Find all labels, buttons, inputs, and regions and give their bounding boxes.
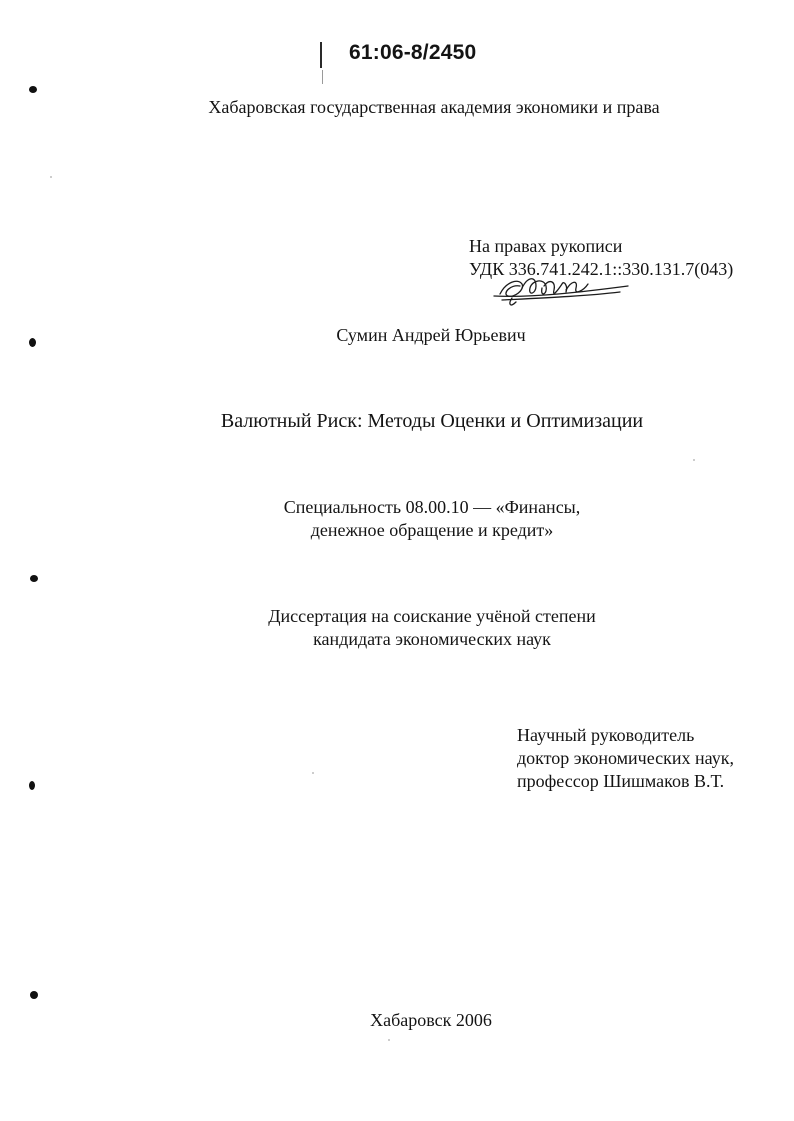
scan-speck [30,575,38,582]
udc-code: УДК 336.741.242.1::330.131.7(043) [469,259,734,279]
archive-code: 61:06-8/2450 [349,41,477,64]
scan-speck [29,781,35,790]
specialty-block [0,496,794,542]
signature-handwritten [492,272,632,312]
scan-speck [30,991,38,999]
archive-stamp-bar [320,42,322,68]
scan-noise [388,1039,390,1041]
supervisor-rank: доктор экономических наук, [517,748,734,768]
institution-name: Хабаровская государственная академия экономики и права [208,97,660,117]
specialty-line-2: денежное обращение и кредит» [310,520,554,540]
scan-noise [50,176,52,178]
scan-speck [29,86,37,93]
manuscript-notice: На правах рукописи [469,236,623,256]
specialty-line-1: Специальность 08.00.10 — «Финансы, [283,497,581,517]
supervisor-name: профессор Шишмаков В.Т. [517,771,725,791]
dissertation-title: Валютный Риск: Методы Оценки и Оптимизации [220,410,644,432]
supervisor-role: Научный руководитель [517,725,695,745]
scan-noise [693,459,695,461]
degree-line-1: Диссертация на соискание учёной степени [268,606,596,626]
author-name: Сумин Андрей Юрьевич [336,325,526,345]
scan-noise [312,772,314,774]
degree-line-2: кандидата экономических наук [313,629,551,649]
degree-block [0,605,794,651]
supervisor-block [517,724,734,793]
scan-speck [29,338,36,347]
archive-stamp-tick [322,70,323,84]
city-year: Хабаровск 2006 [370,1010,492,1030]
